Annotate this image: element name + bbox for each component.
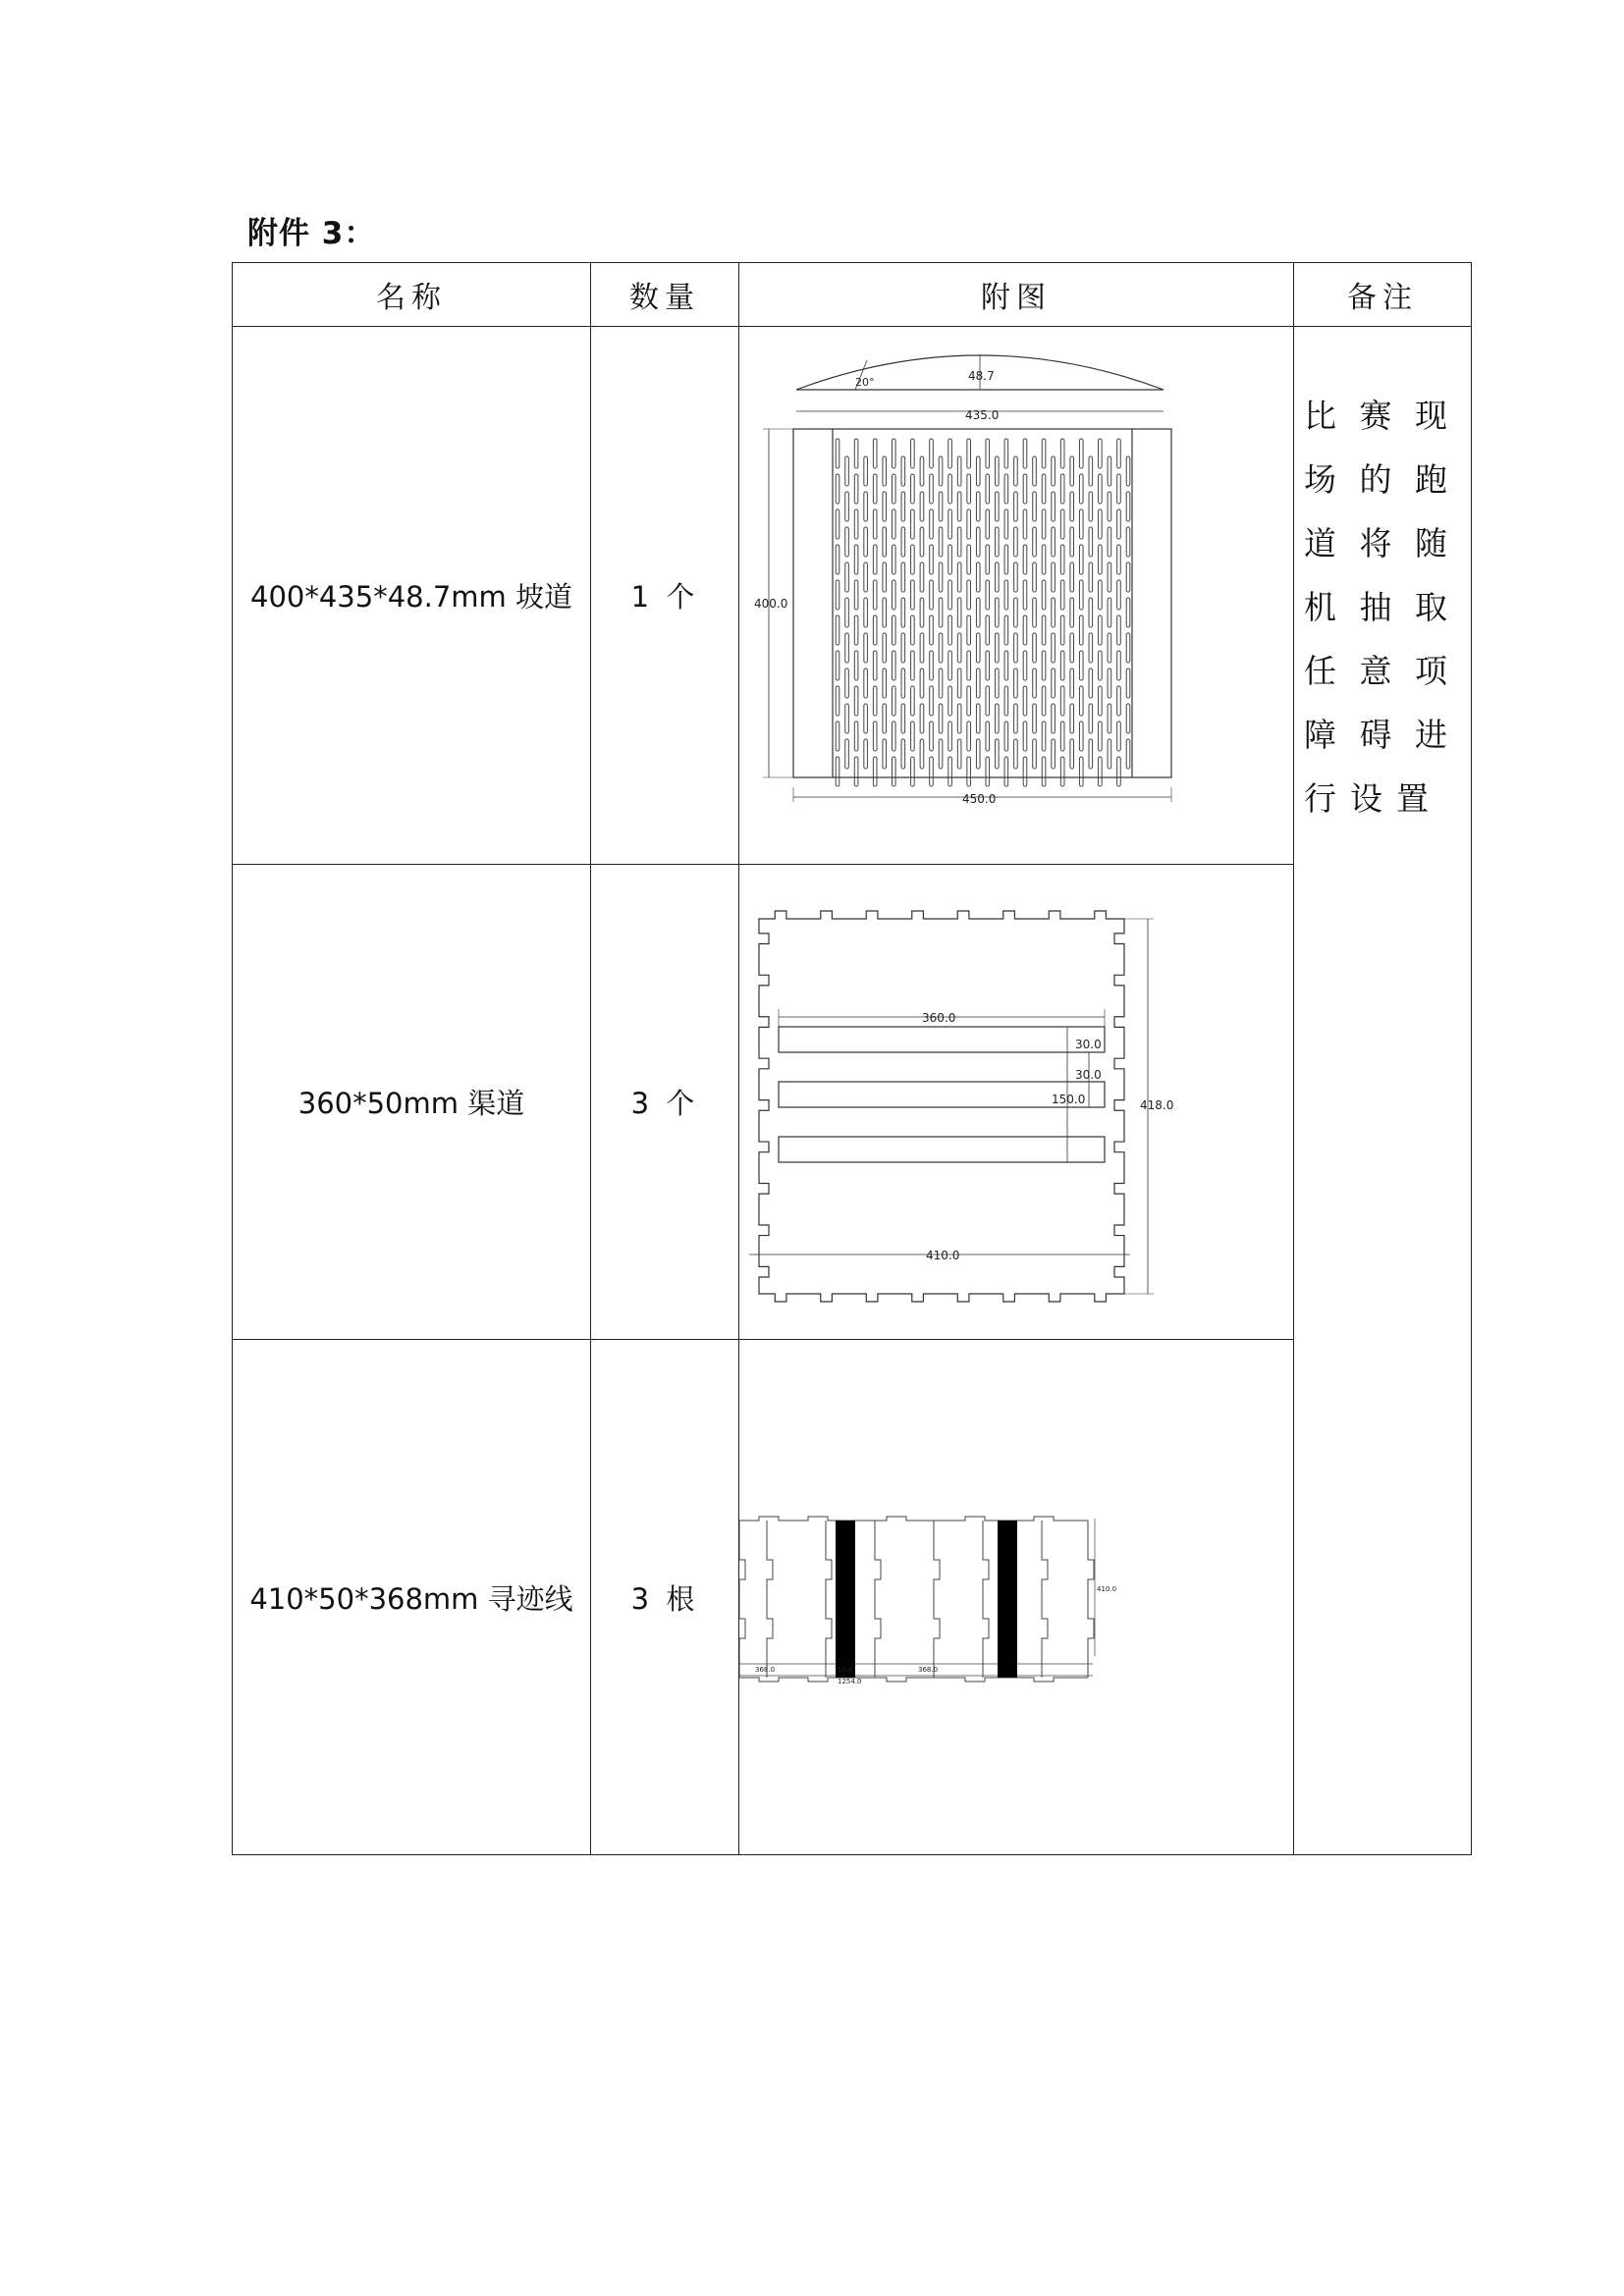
item-name: 410*50*368mm 寻迹线 — [233, 1340, 591, 1855]
remark-cell — [1294, 327, 1472, 1855]
attachment-heading: 附件 3： — [247, 216, 376, 251]
item-quantity: 3 个 — [591, 865, 739, 1340]
header-name: 名称 — [233, 263, 591, 327]
ramp-bottom-width-label: 450.0 — [962, 791, 997, 806]
attachment-table — [232, 262, 1472, 1855]
table-row-track-line — [233, 1340, 1472, 1855]
header-remark: 备注 — [1294, 263, 1472, 327]
ramp-drawing — [739, 331, 1289, 861]
channel-drawing-cell — [739, 865, 1294, 1340]
track-line-black-strip — [998, 1521, 1017, 1678]
remark-text: 比赛现场的跑道将随机抽取任意项障碍进行设置 — [1304, 397, 1461, 818]
track-right-label: 368.0 — [918, 1666, 939, 1674]
table-row-channel — [233, 865, 1472, 1340]
header-figure: 附图 — [739, 263, 1294, 327]
table-header-row — [233, 263, 1472, 327]
track-side-label: 410.0 — [1097, 1585, 1117, 1593]
item-quantity: 1 个 — [591, 327, 739, 865]
track-line-drawing — [739, 1469, 1289, 1725]
table-row-ramp — [233, 327, 1472, 865]
channel-gap2-label: 30.0 — [1075, 1067, 1102, 1082]
ramp-angle-label: 20° — [855, 375, 875, 389]
channel-span-label: 150.0 — [1052, 1092, 1086, 1106]
item-name: 400*435*48.7mm 坡道 — [233, 327, 591, 865]
header-quantity: 数量 — [591, 263, 739, 327]
channel-gap1-label: 30.0 — [1075, 1037, 1102, 1051]
ramp-side-label: 400.0 — [754, 596, 788, 611]
channel-height-label: 418.0 — [1140, 1097, 1174, 1112]
ramp-drawing-cell — [739, 327, 1294, 865]
track-total-label: 1254.0 — [838, 1678, 862, 1685]
track-mid-label: 50.0 — [838, 1666, 853, 1674]
track-left-label: 368.0 — [755, 1666, 776, 1674]
ramp-slot-pattern — [836, 439, 1130, 786]
ramp-top-width-label: 435.0 — [965, 407, 1000, 422]
channel-length-label: 360.0 — [922, 1010, 956, 1025]
ramp-height-label: 48.7 — [968, 368, 995, 383]
track-line-drawing-cell — [739, 1340, 1294, 1855]
item-name: 360*50mm 渠道 — [233, 865, 591, 1340]
channel-drawing — [739, 872, 1289, 1333]
item-quantity: 3 根 — [591, 1340, 739, 1855]
track-line-black-strip — [836, 1521, 855, 1678]
channel-width-label: 410.0 — [926, 1248, 960, 1262]
